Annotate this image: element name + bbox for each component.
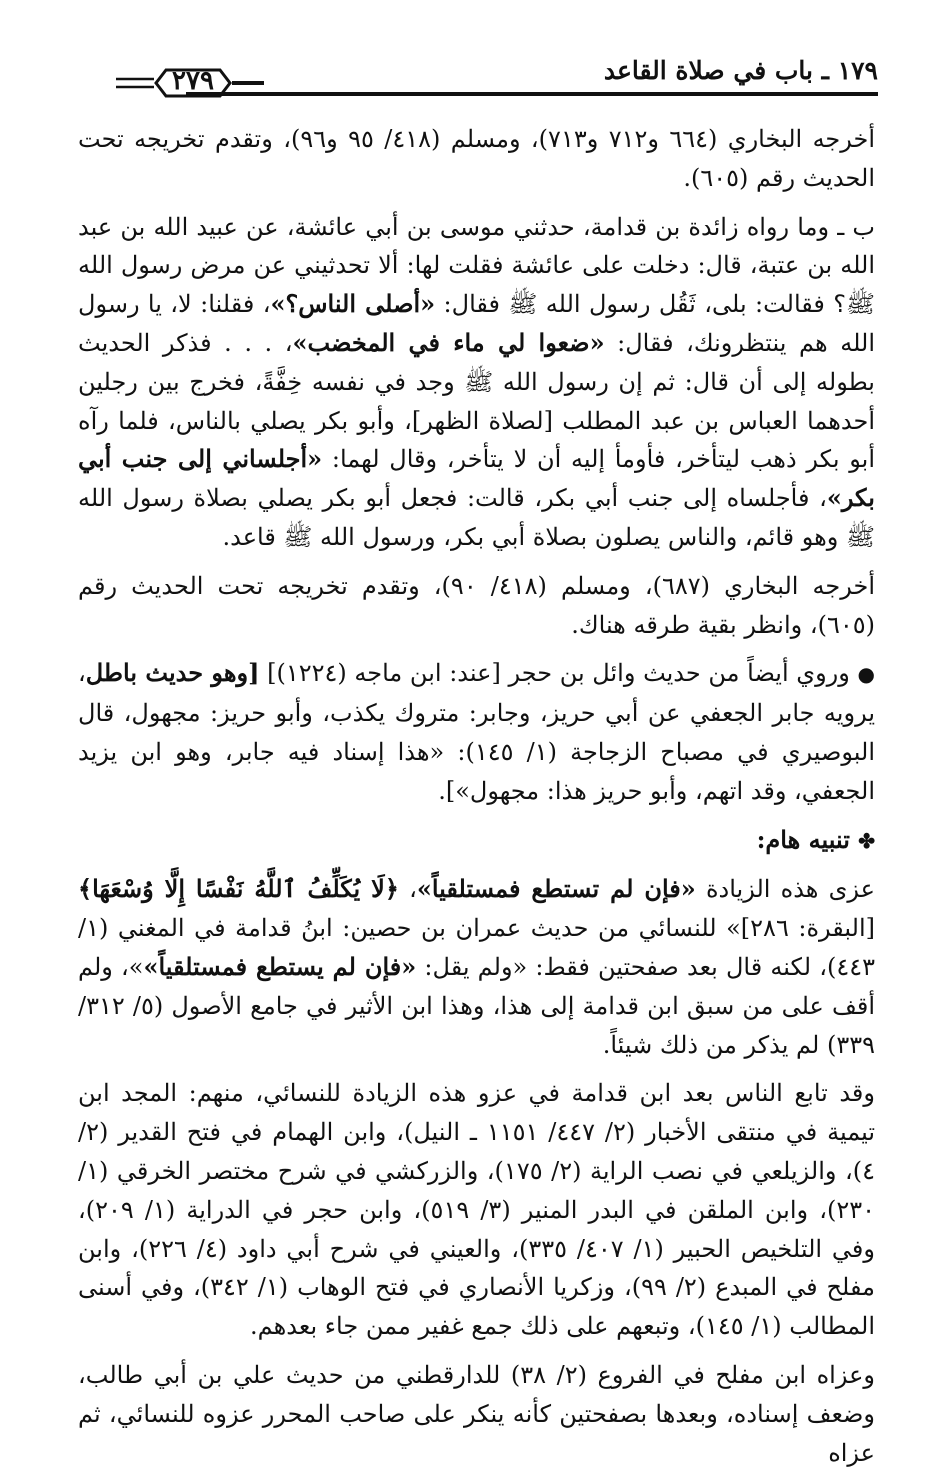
paragraph-text: وعزاه ابن مفلح في الفروع (٢/ ٣٨) للدارقطني من حديث علي بن أبي طالب، وضعف إسناده، وبعدها بصفحتين كأنه ينكر على صاحب المحرر عزوه للنسائي، ثم عزاه	[78, 1360, 876, 1467]
paragraph-text: أخرجه البخاري (٦٨٧)، ومسلم (٤١٨/ ٩٠)، وتقدم تخريجه تحت الحديث رقم (٦٠٥)، وانظر بقية طرقه هناك.	[78, 571, 875, 639]
chapter-title: ١٧٩ ـ باب في صلاة القاعد	[603, 56, 878, 85]
paragraph-text: [البقرة: ٢٨٦]» للنسائي من حديث عمران بن حصين: ابنُ قدامة في المغني (١/ ٤٤٣)، لكنه قال بعد صفحتين فقط: «ولم يقل:	[78, 914, 875, 981]
hadith-quote: «فإن لم يستطع فمستلقياً»	[143, 951, 417, 981]
paragraph-text: ، . . . فذكر الحديث بطوله إلى أن قال: ثم إن رسول الله ﷺ وجد في نفسه خِفَّةً، فخرج بين رجلين أحدهما العباس بن عبد المطلب [لصلاة الظهر]، وأبو بكر يصلي بالناس، فلما رآه أبو بكر ذهب ليتأخر، فأومأ إليه أن لا يتأخر، وقال لهما:	[78, 328, 875, 474]
paragraph-text: ، فأجلساه إلى جنب أبي بكر، قالت: فجعل أبو بكر يصلي بصلاة رسول الله ﷺ وهو قائم، والناس يصلون بصلاة أبي بكر، ورسول الله ﷺ قاعد.	[78, 484, 875, 551]
paragraph-text: وقد تابع الناس بعد ابن قدامة في عزو هذه الزيادة للنسائي، منهم: المجد ابن تيمية في منتقى الأخبار (٢/ ٤٤٧/ ١١٥١ ـ النيل)، وابن الهمام في فتح القدير (٢/ ٤)، والزيلعي في نصب الراية (٢/ ١٧٥)، والزركشي في شرح مختصر الخرقي (١/ ٢٣٠)، وابن الملقن في البدر المنير (٣/ ٥١٩)، وابن حجر في الدراية (١/ ٢٠٩)، وفي التلخيص الحبير (١/ ٤٠٧/ ٣٣٥)، والعيني في شرح أبي داود (٤/ ٢٢٦)، وابن مفلح في المبدع (٢/ ٩٩)، وزكريا الأنصاري في فتح الوهاب (١/ ٣٤٢)، وفي أسنى المطالب (١/ ١٤٥)، وتبعهم على ذلك جمع غفير ممن جاء بعدهم.	[78, 1079, 876, 1341]
paragraph-text: ، فقلنا: لا، يا رسول الله هم ينتظرونك، فقال:	[78, 290, 875, 357]
paragraph-hadith-b	[78, 208, 875, 557]
hadith-quote: «فإن لم تستطع فمستلقياً»	[416, 874, 696, 904]
paragraph-followers	[78, 1074, 875, 1346]
paragraph-takhrij-1	[78, 120, 875, 198]
page-body	[78, 120, 875, 1482]
ruling-text: [وهو حديث باطل	[85, 658, 260, 688]
paragraph-text: أخرجه البخاري (٦٦٤ و٧١٢ و٧١٣)، ومسلم (٤١٨/ ٩٥ و٩٦)، وتقدم تخريجه تحت الحديث رقم (٦٠٥).	[78, 125, 876, 192]
hadith-quote: «ضعوا لي ماء في المخضب»	[292, 327, 605, 357]
note-heading-label: تنبيه هام:	[756, 824, 859, 854]
leaf-ornament-icon: ✤	[858, 828, 875, 853]
hadith-quote: «أجلساني إلى جنب أبي بكر»	[78, 444, 875, 513]
bullet-icon: ●	[857, 662, 876, 687]
paragraph-text: ب ـ وما رواه زائدة بن قدامة، حدثني موسى بن أبي عائشة، عن عبيد الله بن عبد الله بن عتبة، قال: دخلت على عائشة فقلت لها: ألا تحدثيني عن مرض رسول الله ﷺ؟ فقالت: بلى، ثَقُل رسول الله ﷺ فقال:	[78, 212, 876, 319]
header-rule	[186, 92, 878, 96]
paragraph-wail-hadith	[78, 654, 875, 810]
paragraph-ibn-muflih	[78, 1356, 875, 1472]
note-heading	[78, 821, 875, 861]
paragraph-text: ،	[398, 875, 417, 904]
quran-verse: ﴿لَا يُكَلِّفُ ٱللَّهُ نَفْسًا إِلَّا وُسْعَهَا﴾	[78, 874, 399, 904]
page-header	[78, 48, 878, 110]
page-number-ornament	[116, 64, 264, 102]
paragraph-takhrij-2	[78, 567, 875, 645]
paragraph-text: وروي أيضاً من حديث وائل بن حجر [عند: ابن ماجه (١٢٢٤)]	[259, 659, 858, 688]
paragraph-text: »، ولم أقف على من سبق ابن قدامة إلى هذا، وهذا ابن الأثير في جامع الأصول (٥/ ٣١٢/ ٣٣٩) لم يذكر من ذلك شيئاً.	[78, 952, 875, 1059]
paragraph-note	[78, 870, 875, 1064]
hadith-quote: «أصلى الناس؟»	[270, 289, 436, 319]
paragraph-text: عزى هذه الزيادة	[695, 875, 875, 904]
page-number: ٢٧٩	[172, 66, 214, 96]
paragraph-text: ، يرويه جابر الجعفي عن أبي حريز، وجابر: متروك يكذب، وأبو حريز: مجهول، قال البوصيري في مصباح الزجاجة (١/ ١٤٥): «هذا إسناد فيه جابر، وهو ابن يزيد الجعفي، وقد اتهم، وأبو حريز هذا: مجهول»].	[78, 659, 875, 805]
